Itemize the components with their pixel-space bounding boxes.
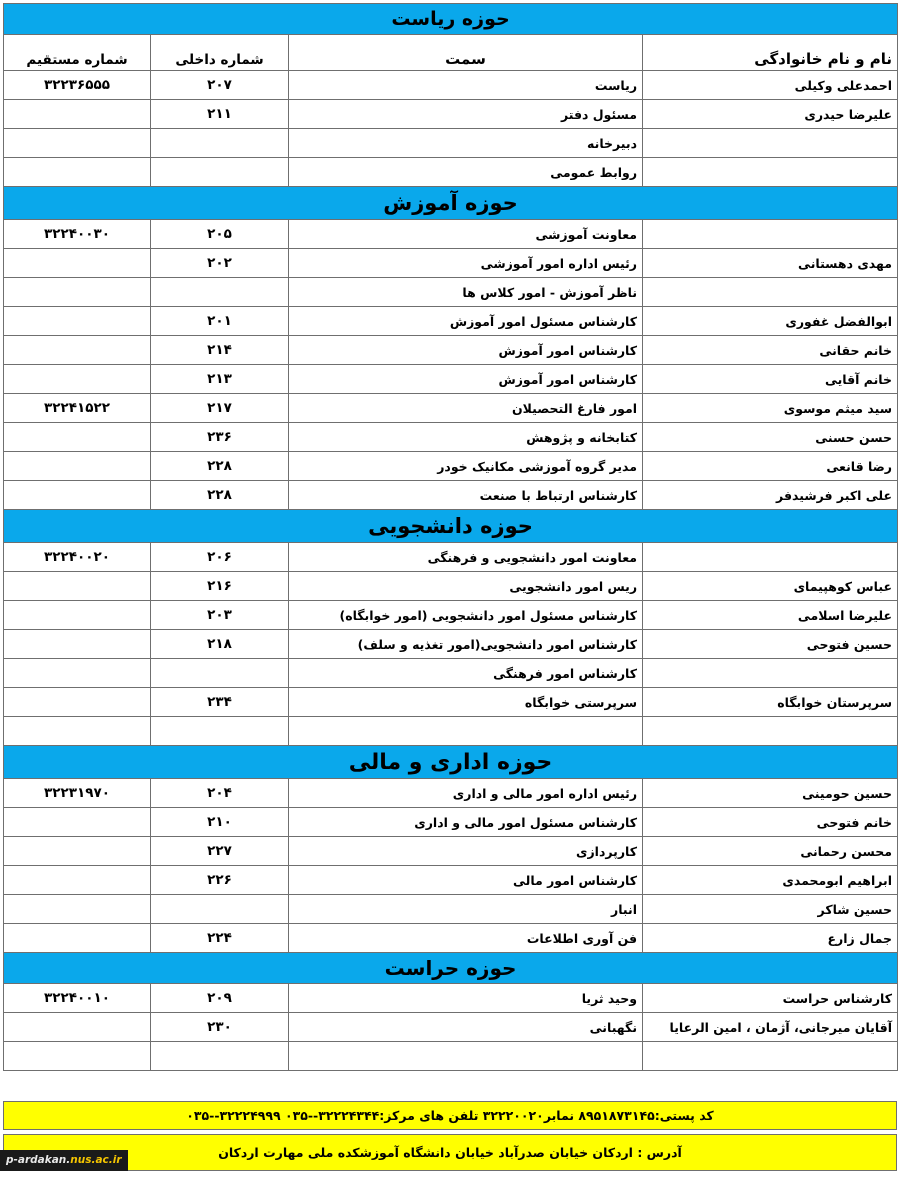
cell-internal-number: ۲۰۹ — [151, 984, 289, 1013]
cell-internal-number: ۲۳۴ — [151, 688, 289, 717]
cell-position: نگهبانی — [289, 1013, 643, 1042]
table-row — [4, 659, 898, 688]
cell-position: کارشناس امور آموزش — [289, 336, 643, 365]
cell-name: علیرضا حیدری — [643, 100, 898, 129]
cell-internal-number: ۲۰۵ — [151, 220, 289, 249]
cell-name — [643, 278, 898, 307]
cell-direct-number — [4, 717, 151, 746]
cell-internal-number — [151, 717, 289, 746]
cell-position: کارشناس امور فرهنگی — [289, 659, 643, 688]
section-header-row — [4, 4, 898, 35]
cell-internal-number: ۲۰۴ — [151, 779, 289, 808]
cell-position: مدیر گروه آموزشی مکانیک خودر — [289, 452, 643, 481]
cell-name: محسن رحمانی — [643, 837, 898, 866]
cell-position: کارشناس مسئول امور مالی و اداری — [289, 808, 643, 837]
table-row — [4, 452, 898, 481]
table-row — [4, 543, 898, 572]
cell-direct-number — [4, 423, 151, 452]
cell-name — [643, 1042, 898, 1071]
cell-direct-number — [4, 601, 151, 630]
cell-internal-number: ۲۰۲ — [151, 249, 289, 278]
cell-position — [289, 1042, 643, 1071]
cell-internal-number: ۲۲۷ — [151, 837, 289, 866]
cell-position: ناظر آموزش - امور کلاس ها — [289, 278, 643, 307]
cell-name: احمدعلی وکیلی — [643, 71, 898, 100]
section-header-row — [4, 746, 898, 779]
column-header-position: سمت — [289, 35, 643, 71]
cell-name: علی اکبر فرشیدفر — [643, 481, 898, 510]
cell-name: ابوالفضل غفوری — [643, 307, 898, 336]
cell-position: معاونت امور دانشجویی و فرهنگی — [289, 543, 643, 572]
cell-position: کارشناس امور مالی — [289, 866, 643, 895]
table-row — [4, 71, 898, 100]
cell-direct-number — [4, 158, 151, 187]
cell-internal-number: ۲۳۰ — [151, 1013, 289, 1042]
table-row — [4, 572, 898, 601]
table-row — [4, 481, 898, 510]
cell-direct-number — [4, 1042, 151, 1071]
cell-direct-number — [4, 572, 151, 601]
cell-internal-number: ۲۳۶ — [151, 423, 289, 452]
table-row — [4, 924, 898, 953]
cell-position: فن آوری اطلاعات — [289, 924, 643, 953]
section-title: حوزه آموزش — [4, 187, 898, 220]
cell-position: کارپردازی — [289, 837, 643, 866]
cell-name — [643, 659, 898, 688]
cell-name: حسین حومینی — [643, 779, 898, 808]
cell-position: کارشناس امور آموزش — [289, 365, 643, 394]
column-header-internal: شماره داخلی — [151, 35, 289, 71]
cell-internal-number: ۲۱۸ — [151, 630, 289, 659]
cell-name: سرپرستان خوابگاه — [643, 688, 898, 717]
cell-internal-number: ۲۲۸ — [151, 452, 289, 481]
table-row — [4, 630, 898, 659]
cell-position: سرپرستی خوابگاه — [289, 688, 643, 717]
cell-name — [643, 543, 898, 572]
table-row — [4, 336, 898, 365]
cell-name: حسین شاکر — [643, 895, 898, 924]
cell-direct-number — [4, 837, 151, 866]
cell-internal-number: ۲۱۷ — [151, 394, 289, 423]
cell-name: سید میثم موسوی — [643, 394, 898, 423]
cell-direct-number: ۳۲۲۴۰۰۱۰ — [4, 984, 151, 1013]
cell-internal-number: ۲۰۳ — [151, 601, 289, 630]
table-row — [4, 688, 898, 717]
section-header-row — [4, 187, 898, 220]
cell-position: مسئول دفتر — [289, 100, 643, 129]
cell-position: روابط عمومی — [289, 158, 643, 187]
cell-name — [643, 129, 898, 158]
cell-position: کارشناس مسئول امور آموزش — [289, 307, 643, 336]
cell-position: دبیرخانه — [289, 129, 643, 158]
cell-direct-number — [4, 630, 151, 659]
table-row — [4, 307, 898, 336]
cell-name: جمال زارع — [643, 924, 898, 953]
table-row — [4, 984, 898, 1013]
cell-name: رضا قانعی — [643, 452, 898, 481]
table-row — [4, 779, 898, 808]
site-watermark-logo[interactable] — [0, 1150, 128, 1171]
cell-name: کارشناس حراست — [643, 984, 898, 1013]
table-row — [4, 1013, 898, 1042]
cell-name: علیرضا اسلامی — [643, 601, 898, 630]
cell-internal-number: ۲۱۶ — [151, 572, 289, 601]
cell-direct-number — [4, 100, 151, 129]
cell-direct-number — [4, 924, 151, 953]
cell-name: حسین فتوحی — [643, 630, 898, 659]
cell-direct-number — [4, 307, 151, 336]
cell-direct-number — [4, 278, 151, 307]
cell-direct-number — [4, 866, 151, 895]
column-header-name: نام و نام خانوادگی — [643, 35, 898, 71]
section-header-row — [4, 953, 898, 984]
table-row — [4, 158, 898, 187]
cell-name — [643, 220, 898, 249]
table-row — [4, 278, 898, 307]
cell-position: امور فارغ التحصیلان — [289, 394, 643, 423]
table-row — [4, 220, 898, 249]
cell-position: ریس امور دانشجویی — [289, 572, 643, 601]
table-row — [4, 129, 898, 158]
table-row — [4, 808, 898, 837]
cell-position: کارشناس امور دانشجویی(امور تغذیه و سلف) — [289, 630, 643, 659]
cell-internal-number: ۲۲۴ — [151, 924, 289, 953]
cell-name: حسن حسنی — [643, 423, 898, 452]
cell-name: مهدی دهستانی — [643, 249, 898, 278]
cell-direct-number — [4, 249, 151, 278]
table-row — [4, 365, 898, 394]
footer-address-line — [3, 1134, 897, 1171]
cell-name: عباس کوهپیمای — [643, 572, 898, 601]
table-row — [4, 423, 898, 452]
column-header-row — [4, 35, 898, 71]
table-row — [4, 601, 898, 630]
table-row — [4, 394, 898, 423]
logo-domain: nus.ac.ir — [70, 1154, 122, 1166]
cell-direct-number — [4, 659, 151, 688]
footer-address-text: آدرس : اردکان خیابان صدرآباد خیابان دانشگاه آموزشکده ملی مهارت اردکان — [218, 1145, 682, 1160]
table-row — [4, 837, 898, 866]
cell-direct-number: ۳۲۲۴۱۵۲۲ — [4, 394, 151, 423]
cell-position: رئیس اداره امور مالی و اداری — [289, 779, 643, 808]
cell-internal-number — [151, 158, 289, 187]
cell-internal-number — [151, 659, 289, 688]
cell-position: کتابخانه و پژوهش — [289, 423, 643, 452]
cell-direct-number — [4, 365, 151, 394]
cell-position: رئیس اداره امور آموزشی — [289, 249, 643, 278]
cell-position: ریاست — [289, 71, 643, 100]
cell-direct-number: ۳۲۲۳۶۵۵۵ — [4, 71, 151, 100]
table-row — [4, 866, 898, 895]
cell-internal-number: ۲۰۶ — [151, 543, 289, 572]
cell-direct-number — [4, 129, 151, 158]
table-row — [4, 249, 898, 278]
cell-position: انبار — [289, 895, 643, 924]
cell-direct-number: ۳۲۲۴۰۰۳۰ — [4, 220, 151, 249]
table-row — [4, 717, 898, 746]
cell-position — [289, 717, 643, 746]
cell-direct-number — [4, 895, 151, 924]
cell-name — [643, 717, 898, 746]
cell-direct-number: ۳۲۲۴۰۰۲۰ — [4, 543, 151, 572]
cell-direct-number: ۳۲۲۳۱۹۷۰ — [4, 779, 151, 808]
cell-internal-number: ۲۲۶ — [151, 866, 289, 895]
cell-internal-number: ۲۱۰ — [151, 808, 289, 837]
table-row — [4, 100, 898, 129]
cell-direct-number — [4, 688, 151, 717]
cell-internal-number: ۲۱۴ — [151, 336, 289, 365]
cell-position: معاونت آموزشی — [289, 220, 643, 249]
cell-internal-number — [151, 278, 289, 307]
footer-contact-line — [3, 1101, 897, 1130]
cell-direct-number — [4, 452, 151, 481]
cell-internal-number: ۲۰۱ — [151, 307, 289, 336]
section-title: حوزه دانشجویی — [4, 510, 898, 543]
cell-internal-number: ۲۰۷ — [151, 71, 289, 100]
cell-internal-number: ۲۱۱ — [151, 100, 289, 129]
phone-directory-table — [3, 3, 898, 1071]
cell-position: کارشناس مسئول امور دانشجویی (امور خوابگاه) — [289, 601, 643, 630]
cell-internal-number — [151, 895, 289, 924]
table-row — [4, 895, 898, 924]
cell-internal-number — [151, 1042, 289, 1071]
cell-name: ابراهیم ابومحمدی — [643, 866, 898, 895]
cell-name — [643, 158, 898, 187]
column-header-direct: شماره مستقیم — [4, 35, 151, 71]
section-title: حوزه اداری و مالی — [4, 746, 898, 779]
cell-direct-number — [4, 808, 151, 837]
cell-name: آقایان میرجانی، آژمان ، امین الرعایا — [643, 1013, 898, 1042]
cell-internal-number: ۲۲۸ — [151, 481, 289, 510]
cell-name: خانم فتوحی — [643, 808, 898, 837]
cell-position: وحید ثریا — [289, 984, 643, 1013]
cell-name: خانم آقایی — [643, 365, 898, 394]
section-header-row — [4, 510, 898, 543]
cell-direct-number — [4, 336, 151, 365]
cell-direct-number — [4, 1013, 151, 1042]
cell-direct-number — [4, 481, 151, 510]
logo-prefix: p-ardakan. — [6, 1154, 71, 1166]
cell-internal-number — [151, 129, 289, 158]
section-title: حوزه حراست — [4, 953, 898, 984]
cell-internal-number: ۲۱۳ — [151, 365, 289, 394]
table-row — [4, 1042, 898, 1071]
cell-position: کارشناس ارتباط با صنعت — [289, 481, 643, 510]
cell-name: خانم حقانی — [643, 336, 898, 365]
section-title: حوزه ریاست — [4, 4, 898, 35]
footer-contact-text: کد پستی:۸۹۵۱۸۷۳۱۴۵ نمابر۳۲۲۲۰۰۲۰ تلفن های مرکز:۳۲۲۲۴۳۴۴--۰۳۵ ۳۲۲۲۴۹۹۹--۰۳۵ — [186, 1108, 714, 1123]
